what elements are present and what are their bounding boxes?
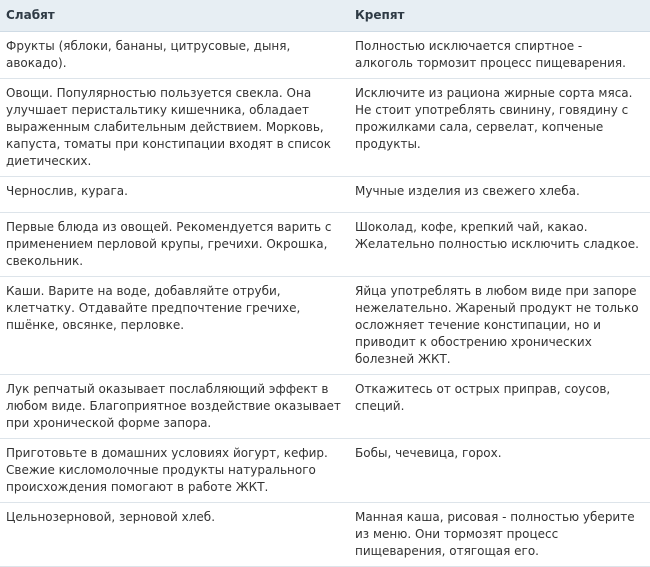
- table-row: [0, 213, 650, 277]
- cell-laxative: Лук репчатый оказывает послабляющий эффект в любом виде. Благоприятное воздействие оказывает при хронической форме запора.: [0, 375, 350, 439]
- table-row: [0, 503, 650, 567]
- header-fixative: Крепят: [350, 0, 650, 32]
- cell-fixative: Манная каша, рисовая - полностью уберите из меню. Они тормозят процесс пищеварения, отягощая его.: [350, 503, 650, 567]
- cell-laxative: Приготовьте в домашних условиях йогурт, кефир. Свежие кисломолочные продукты натурального происхождения помогают в работе ЖКТ.: [0, 439, 350, 503]
- cell-fixative: Откажитесь от острых приправ, соусов, специй.: [350, 375, 650, 439]
- table-row: [0, 277, 650, 375]
- table-row: [0, 375, 650, 439]
- table-row: [0, 439, 650, 503]
- cell-fixative: Полностью исключается спиртное - алкоголь тормозит процесс пищеварения.: [350, 32, 650, 79]
- cell-laxative: Овощи. Популярностью пользуется свекла. Она улучшает перистальтику кишечника, обладает выраженным слабительным действием. Морковь, капуста, томаты при констипации входят в список диетических.: [0, 79, 350, 177]
- cell-fixative: Бобы, чечевица, горох.: [350, 439, 650, 503]
- cell-fixative: Исключите из рациона жирные сорта мяса. Не стоит употреблять свинину, говядину с прожилками сала, сервелат, копченые продукты.: [350, 79, 650, 177]
- cell-fixative: Мучные изделия из свежего хлеба.: [350, 177, 650, 213]
- header-row: [0, 0, 650, 32]
- table-row: [0, 32, 650, 79]
- cell-fixative: Шоколад, кофе, крепкий чай, какао. Желательно полностью исключить сладкое.: [350, 213, 650, 277]
- cell-fixative: Яйца употреблять в любом виде при запоре нежелательно. Жареный продукт не только осложняет течение констипации, но и приводит к обострению хронических болезней ЖКТ.: [350, 277, 650, 375]
- cell-laxative: Фрукты (яблоки, бананы, цитрусовые, дыня, авокадо).: [0, 32, 350, 79]
- cell-laxative: Первые блюда из овощей. Рекомендуется варить с применением перловой крупы, гречихи. Окрошка, свекольник.: [0, 213, 350, 277]
- cell-laxative: Цельнозерновой, зерновой хлеб.: [0, 503, 350, 567]
- header-laxative: Слабят: [0, 0, 350, 32]
- cell-laxative: Каши. Варите на воде, добавляйте отруби, клетчатку. Отдавайте предпочтение гречихе, пшёнке, овсянке, перловке.: [0, 277, 350, 375]
- table-row: [0, 177, 650, 213]
- table-row: [0, 79, 650, 177]
- cell-laxative: Чернослив, курага.: [0, 177, 350, 213]
